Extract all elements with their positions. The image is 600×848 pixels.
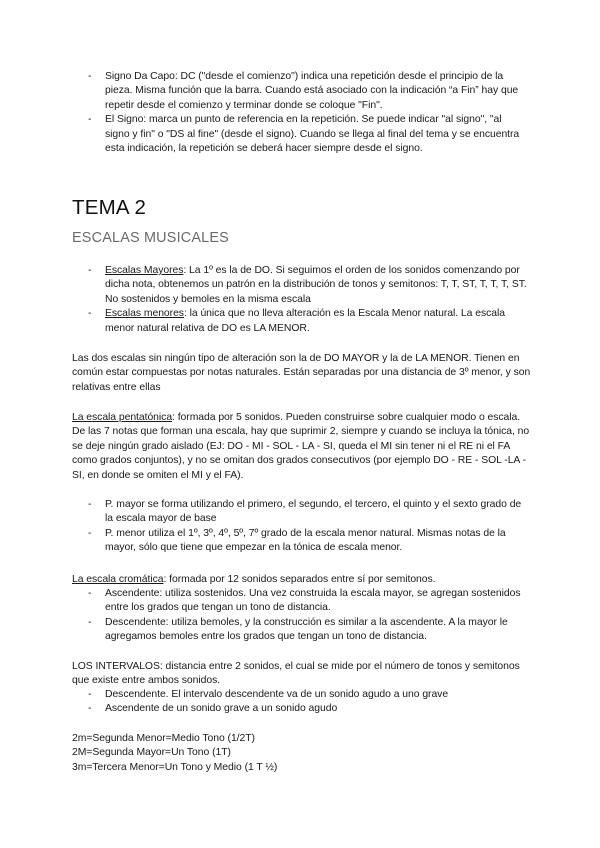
bullet-dash: - (88, 527, 92, 539)
bullet-dash: - (88, 499, 92, 510)
list-item (88, 70, 528, 113)
paragraph-text: : formada por 5 sonidos. Pueden construirse sobre cualquier modo o escala. De las 7 notas que forman una escala, hay que suprimir 2, siempre y cuando se incluya la tónica, no se deje ningún grado aislado (EJ: DO - MI - SOL - LA - SI, queda el MI sin tener ni el RE ni el FA como grados conjuntos), y no se omitan dos grados consecutivos (por ejemplo DO - RE - SOL -LA - SI, en donde se omiten el MI y el FA). (72, 412, 530, 481)
term-minor-scales: Escalas menores (105, 308, 184, 320)
list-item (88, 587, 528, 616)
paragraph-text: Las dos escalas sin ningún tipo de alteración son la de DO MAYOR y la de LA MENOR. Tienen en común estar compuestas por notas naturales. Están separadas por una distancia de 3º menor, y son relativas entre ellas (72, 353, 531, 393)
list-item (88, 616, 528, 645)
bullet-dash: - (88, 689, 92, 700)
list-item-text: : La 1º es la de DO. Si seguimos el orden de los sonidos comenzando por dicha nota, obtenemos un patrón en la distribución de tonos y semitonos: T, T, ST, T, T, T, ST. No sostenidos y bemoles en la misma escala (105, 265, 527, 305)
list-item-text: P. menor utiliza el 1º, 3º, 4º, 5º, 7º grado de la escala menor natural. Mismas notas de la mayor, sólo que tiene que empezar en la tónica de escala menor. (105, 527, 506, 554)
intervals-list (88, 688, 528, 717)
paragraph-text: LOS INTERVALOS: distancia entre 2 sonidos, el cual se mide por el número de tonos y semitonos que existe entre ambos sonidos. (72, 661, 520, 687)
list-item-text: Descendente: utiliza bemoles, y la construcción es similar a la ascendente. A la mayor le agregamos bemoles entre los grados que tengan un tono de distancia. (105, 616, 508, 643)
section-subtitle: ESCALAS MUSICALES (72, 230, 229, 246)
list-item (88, 113, 528, 156)
list-item (88, 688, 528, 702)
bullet-dash: - (88, 616, 92, 628)
paragraph-intervals (72, 660, 532, 689)
interval-definition: 2M=Segunda Mayor=Un Tono (1T) (72, 747, 231, 759)
page-title: TEMA 2 (72, 196, 147, 219)
pentatonic-list (88, 498, 528, 556)
chromatic-list (88, 587, 528, 645)
list-item-text: Ascendente: utiliza sostenidos. Una vez construida la escala mayor, se agregan sostenidos entre los grados que tengan un tono de distancia. (105, 588, 521, 614)
list-item (88, 498, 528, 527)
paragraph-text: : formada por 12 sonidos separados entre sí por semitonos. (163, 574, 436, 585)
interval-definition: 3m=Tercera Menor=Un Tono y Medio (1 T ½) (72, 761, 278, 773)
list-item-text: P. mayor se forma utilizando el primero, el segundo, el tercero, el quinto y el sexto grado de la escala mayor de base (105, 499, 522, 525)
bullet-dash: - (88, 71, 92, 82)
interval-definition: 2m=Segunda Menor=Medio Tono (1/2T) (72, 733, 255, 744)
bullet-dash: - (88, 308, 92, 320)
list-item-text: Signo Da Capo: DC ("desde el comienzo") indica una repetición desde el principio de la pieza. Misma función que la barra. Cuando está asociado con la indicación “a Fin” hay que repetir desde el comienzo y terminar donde se coloque "Fin". (105, 71, 519, 111)
list-item-text: : la única que no lleva alteración es la Escala Menor natural. La escala menor natural relativa de DO es LA MENOR. (105, 308, 505, 334)
scales-list (88, 264, 528, 336)
paragraph-pentatonic (72, 411, 532, 483)
list-item-text: El Signo: marca un punto de referencia en la repetición. Se puede indicar "al signo", "al signo y fin" o "DS al fine" (desde el signo). Cuando se llega al final del tema y se encuentra esta indicación, la repetición se deberá hacer siempre desde el signo. (105, 114, 520, 155)
list-item (88, 527, 528, 556)
list-item-text: Descendente. El intervalo descendente va de un sonido agudo a uno grave (105, 689, 449, 700)
list-item (88, 264, 528, 307)
term-chromatic: La escala cromática (72, 574, 164, 585)
bullet-dash: - (88, 265, 92, 276)
repeat-signs-list (88, 70, 528, 156)
bullet-dash: - (88, 114, 92, 126)
list-item (88, 702, 528, 716)
term-pentatonic: La escala pentatónica (72, 412, 173, 423)
paragraph-chromatic (72, 573, 532, 587)
bullet-dash: - (88, 703, 92, 715)
bullet-dash: - (88, 588, 92, 599)
interval-definitions (72, 732, 532, 775)
paragraph-natural-scales (72, 352, 532, 395)
list-item (88, 307, 528, 336)
list-item-text: Ascendente de un sonido grave a un sonido agudo (105, 703, 338, 715)
term-major-scales: Escalas Mayores (105, 265, 184, 276)
